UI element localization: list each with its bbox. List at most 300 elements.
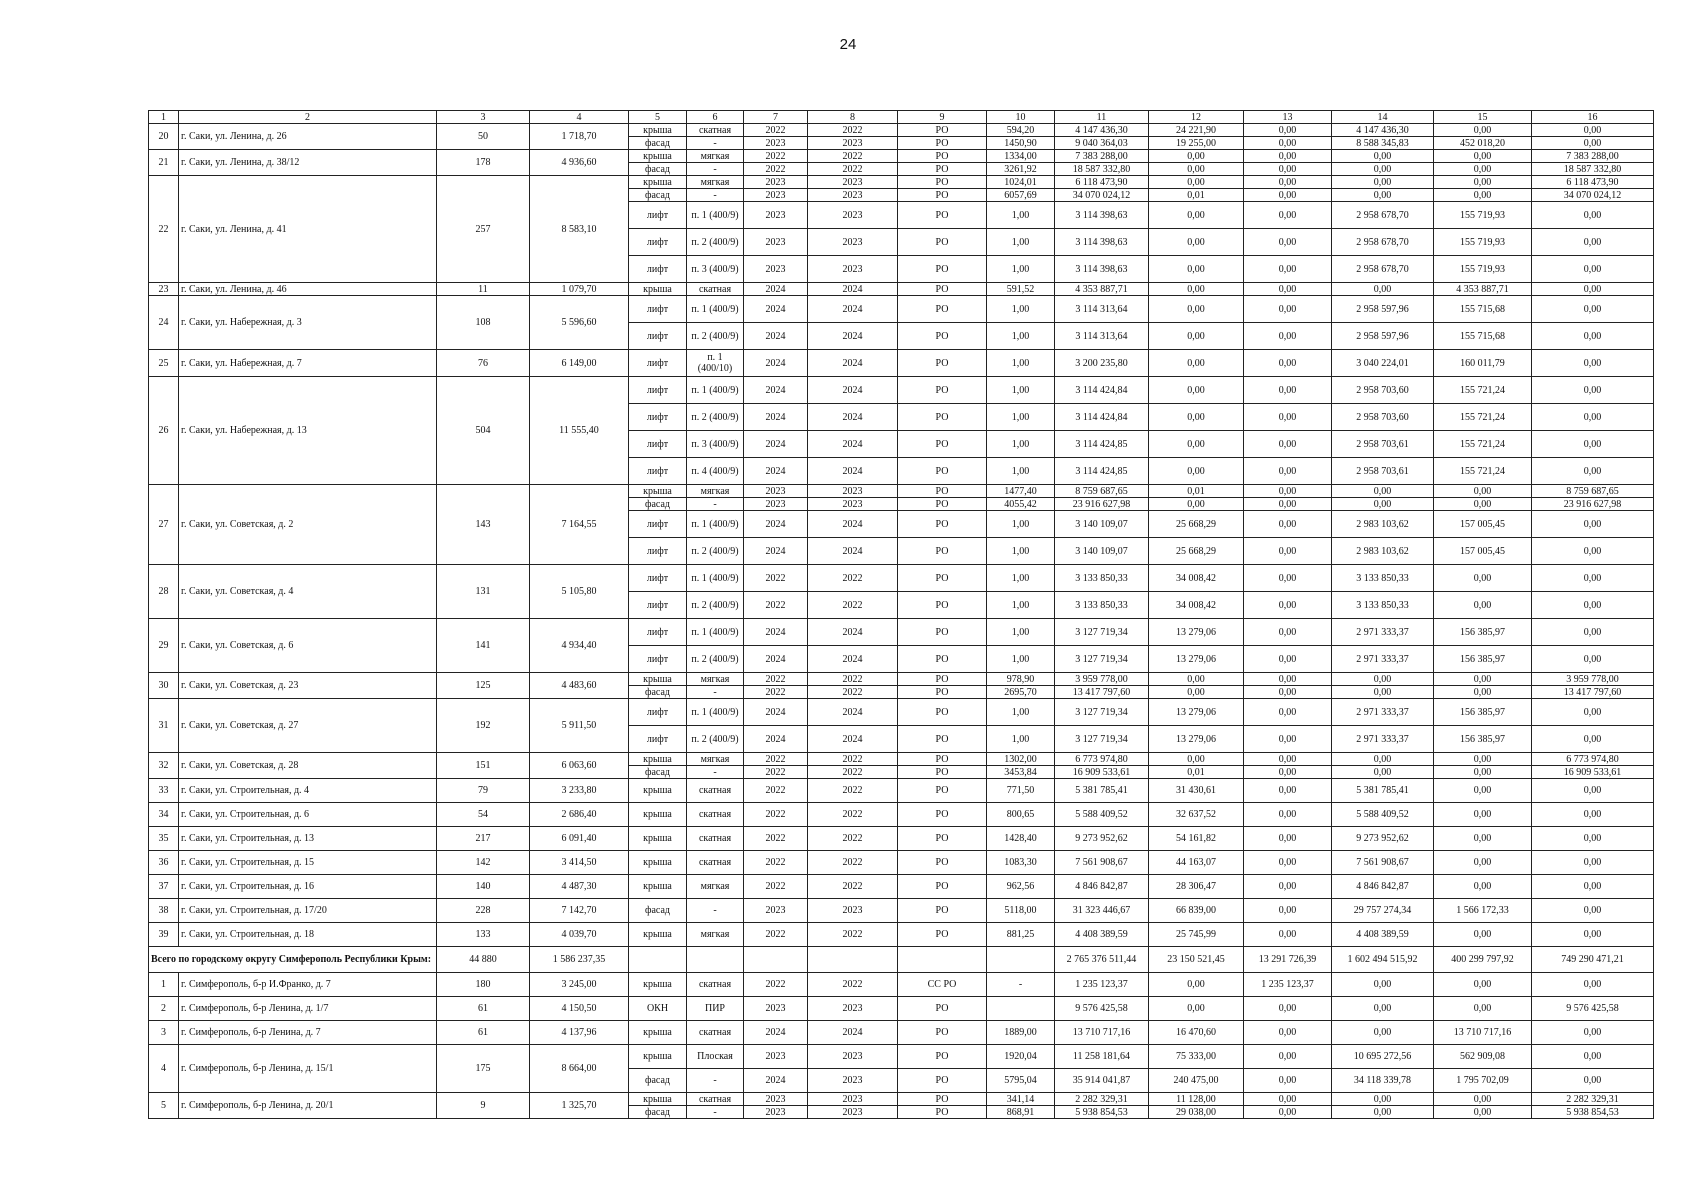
data-cell: - [687,1069,744,1093]
data-cell: 0,01 [1149,189,1244,202]
data-cell: 2023 [744,256,808,283]
data-cell: 157 005,45 [1434,538,1532,565]
data-cell: 3 127 719,34 [1055,699,1149,726]
data-cell: п. 3 (400/9) [687,256,744,283]
column-header: 14 [1332,111,1434,124]
residents-cell: 143 [437,485,530,565]
data-cell: 0,00 [1532,350,1654,377]
address-cell: г. Саки, ул. Набережная, д. 7 [179,350,437,377]
data-cell: 0,00 [1434,779,1532,803]
data-cell: 591,52 [987,283,1055,296]
data-cell: 9 273 952,62 [1055,827,1149,851]
area-cell: 5 911,50 [530,699,629,753]
data-cell: п. 2 (400/9) [687,726,744,753]
address-cell: г. Симферополь, б-р Ленина, д. 7 [179,1021,437,1045]
data-cell: 0,00 [1434,673,1532,686]
data-cell: 2023 [808,899,898,923]
data-cell: 4055,42 [987,498,1055,511]
data-cell: 1,00 [987,202,1055,229]
data-cell: 2024 [808,619,898,646]
data-cell: 0,00 [1149,431,1244,458]
data-cell: РО [898,189,987,202]
empty-cell [629,947,687,973]
table-row [149,619,1654,646]
area-cell: 4 039,70 [530,923,629,947]
data-cell: 155 719,93 [1434,256,1532,283]
data-cell: 2 971 333,37 [1332,646,1434,673]
data-cell: 5118,00 [987,899,1055,923]
data-cell: 0,00 [1332,1106,1434,1119]
table-row [149,673,1654,686]
data-cell: 3 114 424,85 [1055,458,1149,485]
data-cell: 0,00 [1244,1021,1332,1045]
data-cell: РО [898,150,987,163]
data-cell: РО [898,485,987,498]
data-cell: лифт [629,511,687,538]
data-cell: РО [898,323,987,350]
column-header: 13 [1244,111,1332,124]
data-cell: 2024 [744,511,808,538]
data-cell: 0,00 [1244,323,1332,350]
row-number: 38 [149,899,179,923]
data-cell: 156 385,97 [1434,646,1532,673]
data-cell: 2023 [744,176,808,189]
data-cell: 2023 [808,485,898,498]
data-cell: 2024 [808,646,898,673]
data-cell: 6 773 974,80 [1055,753,1149,766]
data-cell: РО [898,565,987,592]
data-cell: 2 971 333,37 [1332,619,1434,646]
data-cell: 0,00 [1532,458,1654,485]
data-cell: 32 637,52 [1149,803,1244,827]
data-cell: 2022 [744,779,808,803]
data-cell: ОКН [629,997,687,1021]
data-cell: 0,00 [1149,350,1244,377]
data-cell: лифт [629,592,687,619]
data-cell: 341,14 [987,1093,1055,1106]
data-cell: 2024 [744,458,808,485]
table-row [149,699,1654,726]
data-cell: 5 588 409,52 [1055,803,1149,827]
data-cell: 2023 [808,1093,898,1106]
data-cell: 13 279,06 [1149,619,1244,646]
data-cell: 4 353 887,71 [1434,283,1532,296]
area-cell: 1 718,70 [530,124,629,150]
address-cell: г. Саки, ул. Советская, д. 23 [179,673,437,699]
data-cell: 1,00 [987,458,1055,485]
data-cell: 0,01 [1149,766,1244,779]
data-cell: 2023 [808,229,898,256]
data-cell: лифт [629,458,687,485]
data-cell: 0,00 [1434,485,1532,498]
data-cell [987,997,1055,1021]
data-cell: 2022 [808,124,898,137]
data-cell: 0,00 [1244,803,1332,827]
data-cell: 11 128,00 [1149,1093,1244,1106]
data-cell: лифт [629,350,687,377]
data-cell: п. 1 (400/9) [687,377,744,404]
table-row [149,1045,1654,1069]
data-cell: п. 1 (400/9) [687,619,744,646]
data-cell: 0,00 [1149,150,1244,163]
table-row [149,150,1654,163]
table-row [149,124,1654,137]
data-cell: 13 417 797,60 [1532,686,1654,699]
data-cell: 2024 [744,431,808,458]
data-cell: 156 385,97 [1434,699,1532,726]
data-cell: 16 470,60 [1149,1021,1244,1045]
data-cell: 157 005,45 [1434,511,1532,538]
data-cell: 0,00 [1532,1069,1654,1093]
data-cell: 1,00 [987,404,1055,431]
data-cell: 2022 [808,803,898,827]
data-cell: 0,00 [1332,753,1434,766]
data-cell: 1024,01 [987,176,1055,189]
data-cell: 2024 [744,726,808,753]
data-cell: лифт [629,538,687,565]
data-cell: 0,00 [1434,163,1532,176]
data-cell: РО [898,458,987,485]
total-value: 13 291 726,39 [1244,947,1332,973]
address-cell: г. Саки, ул. Строительная, д. 4 [179,779,437,803]
data-cell: РО [898,202,987,229]
data-cell: крыша [629,851,687,875]
data-cell: 0,00 [1532,538,1654,565]
data-cell: РО [898,1106,987,1119]
data-cell: РО [898,923,987,947]
data-cell: 0,00 [1532,1021,1654,1045]
area-cell: 8 664,00 [530,1045,629,1093]
data-cell: 155 719,93 [1434,202,1532,229]
data-cell: 2 958 703,61 [1332,431,1434,458]
data-cell: скатная [687,124,744,137]
residents-cell: 178 [437,150,530,176]
data-cell: 2 958 597,96 [1332,296,1434,323]
data-cell: 2024 [808,296,898,323]
data-cell: 0,00 [1149,753,1244,766]
data-cell: 1302,00 [987,753,1055,766]
data-cell: - [687,1106,744,1119]
data-cell: 19 255,00 [1149,137,1244,150]
address-cell: г. Саки, ул. Советская, д. 6 [179,619,437,673]
data-cell: 2024 [808,726,898,753]
data-cell: 34 118 339,78 [1332,1069,1434,1093]
residents-cell: 228 [437,899,530,923]
data-cell: 240 475,00 [1149,1069,1244,1093]
data-cell: 0,00 [1149,673,1244,686]
residents-cell: 180 [437,973,530,997]
data-cell: - [687,686,744,699]
data-cell: 9 040 364,03 [1055,137,1149,150]
data-cell: 2024 [808,431,898,458]
data-cell: 155 715,68 [1434,296,1532,323]
table-row [149,485,1654,498]
data-cell: 0,00 [1532,699,1654,726]
area-cell: 1 079,70 [530,283,629,296]
data-cell: лифт [629,229,687,256]
data-cell: 0,00 [1532,124,1654,137]
data-cell: 0,00 [1149,377,1244,404]
data-cell: 2022 [744,875,808,899]
total-area: 1 586 237,35 [530,947,629,973]
row-number: 20 [149,124,179,150]
data-cell: РО [898,673,987,686]
data-cell: крыша [629,779,687,803]
data-cell: 3 133 850,33 [1332,565,1434,592]
data-cell: 0,00 [1434,176,1532,189]
data-cell: 2022 [744,592,808,619]
data-cell: 0,00 [1149,404,1244,431]
address-cell: г. Симферополь, б-р Ленина, д. 15/1 [179,1045,437,1093]
data-cell: 2022 [744,803,808,827]
data-cell: 2024 [808,323,898,350]
data-cell: 2023 [808,137,898,150]
data-cell: мягкая [687,485,744,498]
residents-cell: 504 [437,377,530,485]
data-cell: 0,00 [1532,229,1654,256]
table-row [149,997,1654,1021]
data-cell: 0,00 [1244,997,1332,1021]
data-cell: скатная [687,1021,744,1045]
data-cell: 0,00 [1149,163,1244,176]
column-header: 12 [1149,111,1244,124]
data-cell: 5 938 854,53 [1055,1106,1149,1119]
data-cell: РО [898,377,987,404]
table-row [149,296,1654,323]
data-cell: 0,00 [1434,875,1532,899]
data-cell: 4 408 389,59 [1055,923,1149,947]
data-cell: 2024 [744,1021,808,1045]
data-cell: 156 385,97 [1434,726,1532,753]
area-cell: 5 596,60 [530,296,629,350]
data-cell: 5 588 409,52 [1332,803,1434,827]
data-cell: 0,00 [1244,673,1332,686]
column-header: 3 [437,111,530,124]
data-cell: 0,00 [1149,176,1244,189]
data-cell: крыша [629,827,687,851]
data-cell: 2 282 329,31 [1055,1093,1149,1106]
data-cell: 0,00 [1332,498,1434,511]
row-number: 35 [149,827,179,851]
area-cell: 3 414,50 [530,851,629,875]
data-cell: мягкая [687,150,744,163]
data-cell: 0,00 [1532,779,1654,803]
data-cell: 23 916 627,98 [1055,498,1149,511]
data-cell: 0,00 [1244,431,1332,458]
data-cell: 5 381 785,41 [1055,779,1149,803]
data-cell: 2022 [808,753,898,766]
residents-cell: 131 [437,565,530,619]
data-cell: 66 839,00 [1149,899,1244,923]
data-cell: 1 235 123,37 [1055,973,1149,997]
data-cell: 75 333,00 [1149,1045,1244,1069]
data-cell: лифт [629,323,687,350]
table-row [149,176,1654,189]
data-cell: 29 757 274,34 [1332,899,1434,923]
residents-cell: 142 [437,851,530,875]
data-cell: 31 430,61 [1149,779,1244,803]
repair-schedule-table [148,110,1653,1119]
area-cell: 3 233,80 [530,779,629,803]
row-number: 21 [149,150,179,176]
data-cell: 0,00 [1532,283,1654,296]
data-cell: 18 587 332,80 [1055,163,1149,176]
area-cell: 4 934,40 [530,619,629,673]
data-cell: 3 959 778,00 [1055,673,1149,686]
data-cell: 0,00 [1149,283,1244,296]
column-header: 11 [1055,111,1149,124]
total-residents: 44 880 [437,947,530,973]
data-cell: 13 279,06 [1149,646,1244,673]
data-cell: 0,00 [1434,827,1532,851]
data-cell: 2022 [744,150,808,163]
data-cell: 9 576 425,58 [1055,997,1149,1021]
data-cell: 0,00 [1332,176,1434,189]
data-cell: фасад [629,1106,687,1119]
data-cell: 1,00 [987,699,1055,726]
data-cell: 0,00 [1434,498,1532,511]
data-cell: 44 163,07 [1149,851,1244,875]
address-cell: г. Саки, ул. Набережная, д. 13 [179,377,437,485]
data-cell: 0,00 [1434,565,1532,592]
data-cell: 3 133 850,33 [1332,592,1434,619]
residents-cell: 108 [437,296,530,350]
data-cell: 4 408 389,59 [1332,923,1434,947]
data-cell: 0,00 [1532,726,1654,753]
area-cell: 7 142,70 [530,899,629,923]
address-cell: г. Симферополь, б-р Ленина, д. 20/1 [179,1093,437,1119]
data-cell: 0,00 [1332,673,1434,686]
data-cell: 0,00 [1532,565,1654,592]
data-cell: 29 038,00 [1149,1106,1244,1119]
data-cell: 0,00 [1149,202,1244,229]
data-cell: 2024 [808,538,898,565]
data-cell: 2024 [744,377,808,404]
address-cell: г. Саки, ул. Ленина, д. 26 [179,124,437,150]
data-cell: 16 909 533,61 [1055,766,1149,779]
data-cell: 0,00 [1244,619,1332,646]
row-number: 26 [149,377,179,485]
address-cell: г. Саки, ул. Строительная, д. 16 [179,875,437,899]
data-cell: 0,00 [1244,1093,1332,1106]
row-number: 22 [149,176,179,283]
data-cell: 6057,69 [987,189,1055,202]
residents-cell: 11 [437,283,530,296]
data-cell: 0,00 [1244,296,1332,323]
data-cell: 6 118 473,90 [1532,176,1654,189]
data-cell: 2024 [808,511,898,538]
data-cell: лифт [629,404,687,431]
data-cell: 1 566 172,33 [1434,899,1532,923]
data-cell: РО [898,899,987,923]
data-cell: 34 070 024,12 [1055,189,1149,202]
data-cell: 2023 [744,202,808,229]
data-cell: 7 383 288,00 [1532,150,1654,163]
data-cell: 3 114 313,64 [1055,323,1149,350]
table-row [149,851,1654,875]
address-cell: г. Саки, ул. Ленина, д. 41 [179,176,437,283]
data-cell: 0,00 [1244,923,1332,947]
data-cell: 0,00 [1149,973,1244,997]
data-cell: 2022 [744,753,808,766]
data-cell: 1,00 [987,511,1055,538]
data-cell: РО [898,511,987,538]
column-header: 9 [898,111,987,124]
data-cell: 1,00 [987,726,1055,753]
area-cell: 6 149,00 [530,350,629,377]
total-label: Всего по городскому округу Симферополь Республики Крым: [149,947,437,973]
data-cell: 0,00 [1149,323,1244,350]
data-cell: РО [898,283,987,296]
data-cell: 54 161,82 [1149,827,1244,851]
data-cell: РО [898,646,987,673]
row-number: 39 [149,923,179,947]
data-cell: 155 721,24 [1434,431,1532,458]
address-cell: г. Саки, ул. Набережная, д. 3 [179,296,437,350]
data-cell: 2022 [808,875,898,899]
data-cell: 3 040 224,01 [1332,350,1434,377]
area-cell: 4 936,60 [530,150,629,176]
data-cell: РО [898,296,987,323]
data-cell: 0,00 [1434,592,1532,619]
data-cell: 2023 [744,997,808,1021]
row-number: 3 [149,1021,179,1045]
data-cell: 13 279,06 [1149,726,1244,753]
data-cell: 2024 [808,377,898,404]
data-cell: скатная [687,827,744,851]
data-cell: 2022 [808,673,898,686]
data-cell: 155 719,93 [1434,229,1532,256]
data-cell: 2023 [744,1106,808,1119]
data-cell: крыша [629,283,687,296]
data-cell: 3453,84 [987,766,1055,779]
data-cell: 0,00 [1244,150,1332,163]
data-cell: 1,00 [987,538,1055,565]
data-cell: 0,00 [1149,256,1244,283]
data-cell: 4 846 842,87 [1332,875,1434,899]
data-cell: 2024 [808,699,898,726]
data-cell: 0,00 [1532,256,1654,283]
address-cell: г. Саки, ул. Советская, д. 2 [179,485,437,565]
row-number: 23 [149,283,179,296]
data-cell: 9 576 425,58 [1532,997,1654,1021]
data-cell: 0,00 [1434,997,1532,1021]
row-number: 28 [149,565,179,619]
data-cell: 2023 [744,485,808,498]
data-cell: 1,00 [987,565,1055,592]
data-cell: 155 715,68 [1434,323,1532,350]
data-cell: лифт [629,256,687,283]
row-number: 33 [149,779,179,803]
data-cell: 2023 [808,1045,898,1069]
data-cell: 0,00 [1244,1069,1332,1093]
data-cell: 0,00 [1532,202,1654,229]
residents-cell: 125 [437,673,530,699]
data-cell: 2 958 703,60 [1332,377,1434,404]
data-cell: 5795,04 [987,1069,1055,1093]
data-cell: крыша [629,673,687,686]
data-cell: 881,25 [987,923,1055,947]
area-cell: 4 150,50 [530,997,629,1021]
data-cell: п. 1 (400/9) [687,511,744,538]
data-cell: 3 114 398,63 [1055,202,1149,229]
data-cell: 0,00 [1332,973,1434,997]
data-cell: крыша [629,875,687,899]
data-cell: 0,00 [1244,899,1332,923]
data-cell: крыша [629,1093,687,1106]
data-cell: 0,00 [1244,753,1332,766]
data-cell: РО [898,1021,987,1045]
